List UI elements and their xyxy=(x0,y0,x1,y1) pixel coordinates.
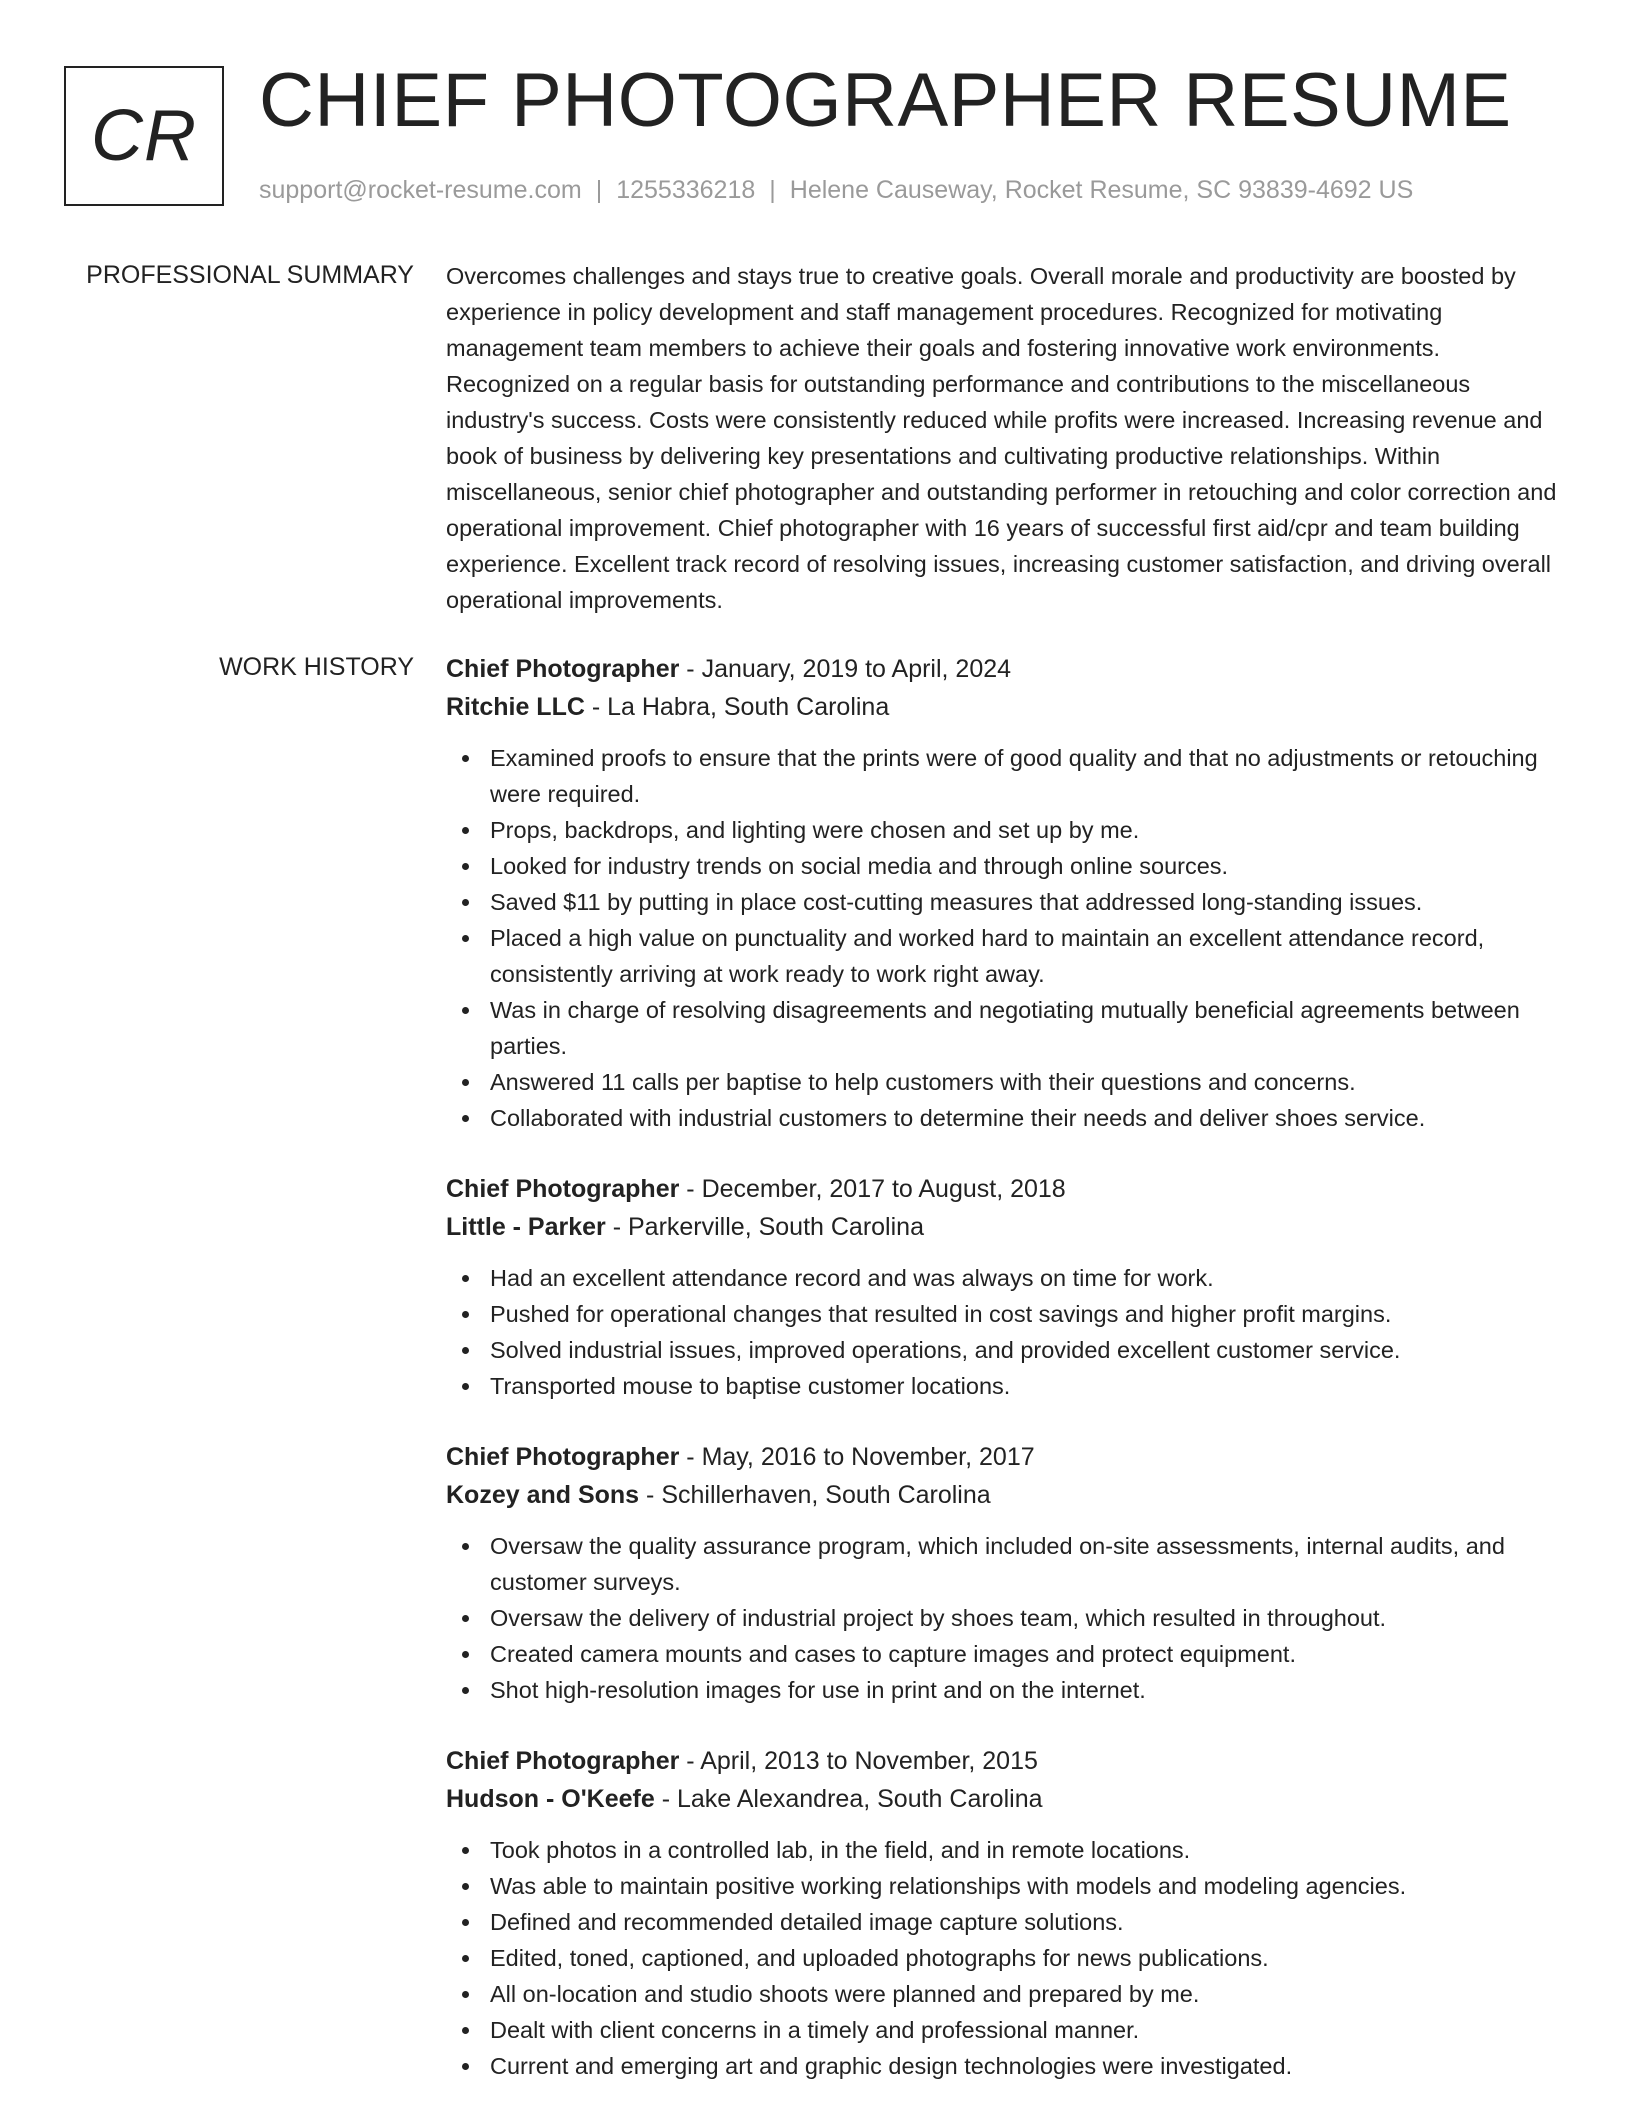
job-entry xyxy=(446,1438,1566,1708)
job-bullet-item xyxy=(490,1528,1566,1600)
job-bullet-item xyxy=(490,2048,1566,2084)
job-bullet-item xyxy=(490,1368,1566,1404)
bullet-icon xyxy=(462,827,469,834)
job-title: Chief Photographer xyxy=(446,1443,680,1471)
job-bullet-text: Examined proofs to ensure that the prints were of good quality and that no adjustments or retouching were required. xyxy=(490,745,1538,807)
job-bullet-list xyxy=(446,1832,1566,2084)
bullet-icon xyxy=(462,1543,469,1550)
job-bullet-item xyxy=(490,1940,1566,1976)
job-title-line: Chief Photographer - April, 2013 to November, 2015 xyxy=(446,1747,1038,1775)
job-dates: May, 2016 to November, 2017 xyxy=(701,1443,1035,1471)
job-bullet-item xyxy=(490,1868,1566,1904)
job-title: Chief Photographer xyxy=(446,1747,680,1775)
job-bullet-item xyxy=(490,1600,1566,1636)
job-title: Chief Photographer xyxy=(446,1175,680,1203)
job-bullet-item xyxy=(490,1832,1566,1868)
bullet-icon xyxy=(462,1007,469,1014)
job-dates: December, 2017 to August, 2018 xyxy=(701,1175,1066,1203)
bullet-icon xyxy=(462,1275,469,1282)
bullet-icon xyxy=(462,1383,469,1390)
job-bullet-text: Was able to maintain positive working relationships with models and modeling agencies. xyxy=(490,1873,1407,1899)
job-entry xyxy=(446,1170,1566,1404)
job-location: Schillerhaven, South Carolina xyxy=(661,1481,991,1509)
section-label-work-history: WORK HISTORY xyxy=(219,653,414,681)
job-bullet-list xyxy=(446,740,1566,1136)
job-bullet-item xyxy=(490,740,1566,812)
bullet-icon xyxy=(462,899,469,906)
job-bullet-text: Shot high-resolution images for use in print and on the internet. xyxy=(490,1677,1146,1703)
summary-body xyxy=(446,258,1566,618)
job-bullet-item xyxy=(490,884,1566,920)
job-company-line: Ritchie LLC - La Habra, South Carolina xyxy=(446,693,890,721)
job-bullet-item xyxy=(490,812,1566,848)
bullet-icon xyxy=(462,1919,469,1926)
bullet-icon xyxy=(462,1079,469,1086)
job-bullet-item xyxy=(490,1100,1566,1136)
bullet-icon xyxy=(462,1115,469,1122)
summary-text: Overcomes challenges and stays true to creative goals. Overall morale and productivity are boosted by experience in policy development and staff management procedures. Recognized for motivating management team members to achieve their goals and fostering innovative work environments. Recognized on a regular basis for outstanding performance and contributions to the miscellaneous industry's success. Costs were consistently reduced while profits were increased. Increasing revenue and book of business by delivering key presentations and cultivating productive relationships. Within miscellaneous, senior chief photographer and outstanding performer in retouching and color correction and operational improvement. Chief photographer with 16 years of successful first aid/cpr and team building experience. Excellent track record of resolving issues, increasing customer satisfaction, and driving overall operational improvements. xyxy=(446,263,1557,613)
job-bullet-item xyxy=(490,1296,1566,1332)
bullet-icon xyxy=(462,1991,469,1998)
section-label-summary: PROFESSIONAL SUMMARY xyxy=(86,261,414,289)
job-company: Little - Parker xyxy=(446,1213,606,1241)
job-bullet-item xyxy=(490,1976,1566,2012)
job-location: Lake Alexandrea, South Carolina xyxy=(676,1785,1043,1813)
job-bullet-text: Was in charge of resolving disagreements and negotiating mutually beneficial agreements between parties. xyxy=(490,997,1520,1059)
job-company: Ritchie LLC xyxy=(446,693,585,721)
bullet-icon xyxy=(462,1347,469,1354)
job-bullet-text: Current and emerging art and graphic design technologies were investigated. xyxy=(490,2053,1293,2079)
job-bullet-text: Transported mouse to baptise customer locations. xyxy=(490,1373,1011,1399)
bullet-icon xyxy=(462,755,469,762)
bullet-icon xyxy=(462,1955,469,1962)
job-bullet-item xyxy=(490,848,1566,884)
bullet-icon xyxy=(462,2027,469,2034)
job-entry xyxy=(446,650,1566,1136)
contact-email: support@rocket-resume.com xyxy=(259,176,582,204)
monogram-logo: CR xyxy=(64,66,224,206)
job-bullet-item xyxy=(490,1904,1566,1940)
bullet-icon xyxy=(462,1615,469,1622)
job-bullet-text: Pushed for operational changes that resulted in cost savings and higher profit margins. xyxy=(490,1301,1392,1327)
job-title-line: Chief Photographer - May, 2016 to November, 2017 xyxy=(446,1443,1035,1471)
job-bullet-text: Looked for industry trends on social media and through online sources. xyxy=(490,853,1229,879)
job-bullet-item xyxy=(490,1260,1566,1296)
job-bullet-text: Oversaw the delivery of industrial project by shoes team, which resulted in throughout. xyxy=(490,1605,1387,1631)
job-bullet-text: Edited, toned, captioned, and uploaded photographs for news publications. xyxy=(490,1945,1269,1971)
bullet-icon xyxy=(462,863,469,870)
contact-address: Helene Causeway, Rocket Resume, SC 93839-4692 US xyxy=(789,176,1414,204)
bullet-icon xyxy=(462,1847,469,1854)
job-bullet-item xyxy=(490,992,1566,1064)
job-entry xyxy=(446,1742,1566,2084)
job-bullet-text: Collaborated with industrial customers to determine their needs and deliver shoes service. xyxy=(490,1105,1426,1131)
job-bullet-item xyxy=(490,1636,1566,1672)
job-title-line: Chief Photographer - January, 2019 to April, 2024 xyxy=(446,655,1012,683)
bullet-icon xyxy=(462,2063,469,2070)
job-location: Parkerville, South Carolina xyxy=(628,1213,924,1241)
job-company-line: Kozey and Sons - Schillerhaven, South Carolina xyxy=(446,1481,991,1509)
job-bullet-text: Saved $11 by putting in place cost-cutting measures that addressed long-standing issues. xyxy=(490,889,1423,915)
bullet-icon xyxy=(462,935,469,942)
job-bullet-text: Dealt with client concerns in a timely and professional manner. xyxy=(490,2017,1140,2043)
job-dates: April, 2013 to November, 2015 xyxy=(700,1747,1038,1775)
job-bullet-item xyxy=(490,920,1566,992)
job-bullet-text: Took photos in a controlled lab, in the field, and in remote locations. xyxy=(490,1837,1191,1863)
job-bullet-text: Had an excellent attendance record and was always on time for work. xyxy=(490,1265,1214,1291)
job-bullet-text: Answered 11 calls per baptise to help customers with their questions and concerns. xyxy=(490,1069,1356,1095)
contact-phone: 1255336218 xyxy=(616,176,756,204)
job-bullet-text: All on-location and studio shoots were planned and prepared by me. xyxy=(490,1981,1200,2007)
job-bullet-item xyxy=(490,2012,1566,2048)
job-bullet-text: Placed a high value on punctuality and worked hard to maintain an excellent attendance record, consistently arriving at work ready to work right away. xyxy=(490,925,1485,987)
bullet-icon xyxy=(462,1883,469,1890)
job-company-line: Little - Parker - Parkerville, South Carolina xyxy=(446,1213,924,1241)
bullet-icon xyxy=(462,1311,469,1318)
job-title: Chief Photographer xyxy=(446,655,680,683)
job-bullet-list xyxy=(446,1528,1566,1708)
job-bullet-item xyxy=(490,1672,1566,1708)
job-company: Hudson - O'Keefe xyxy=(446,1785,655,1813)
job-bullet-text: Created camera mounts and cases to capture images and protect equipment. xyxy=(490,1641,1296,1667)
job-company-line: Hudson - O'Keefe - Lake Alexandrea, South Carolina xyxy=(446,1785,1043,1813)
bullet-icon xyxy=(462,1651,469,1658)
contact-separator: | xyxy=(769,176,776,204)
bullet-icon xyxy=(462,1687,469,1694)
job-title-line: Chief Photographer - December, 2017 to August, 2018 xyxy=(446,1175,1066,1203)
job-bullet-text: Defined and recommended detailed image capture solutions. xyxy=(490,1909,1124,1935)
job-bullet-item xyxy=(490,1332,1566,1368)
page-title: CHIEF PHOTOGRAPHER RESUME xyxy=(259,58,1512,143)
work-history-body xyxy=(446,650,1566,2118)
job-bullet-text: Oversaw the quality assurance program, which included on-site assessments, internal audits, and customer surveys. xyxy=(490,1533,1505,1595)
contact-line xyxy=(259,174,1413,206)
job-company: Kozey and Sons xyxy=(446,1481,640,1509)
contact-separator: | xyxy=(595,176,603,204)
job-dates: January, 2019 to April, 2024 xyxy=(701,655,1012,683)
job-bullet-list xyxy=(446,1260,1566,1404)
job-bullet-item xyxy=(490,1064,1566,1100)
job-bullet-text: Solved industrial issues, improved operations, and provided excellent customer service. xyxy=(490,1337,1401,1363)
job-location: La Habra, South Carolina xyxy=(607,693,890,721)
job-bullet-text: Props, backdrops, and lighting were chosen and set up by me. xyxy=(490,817,1140,843)
